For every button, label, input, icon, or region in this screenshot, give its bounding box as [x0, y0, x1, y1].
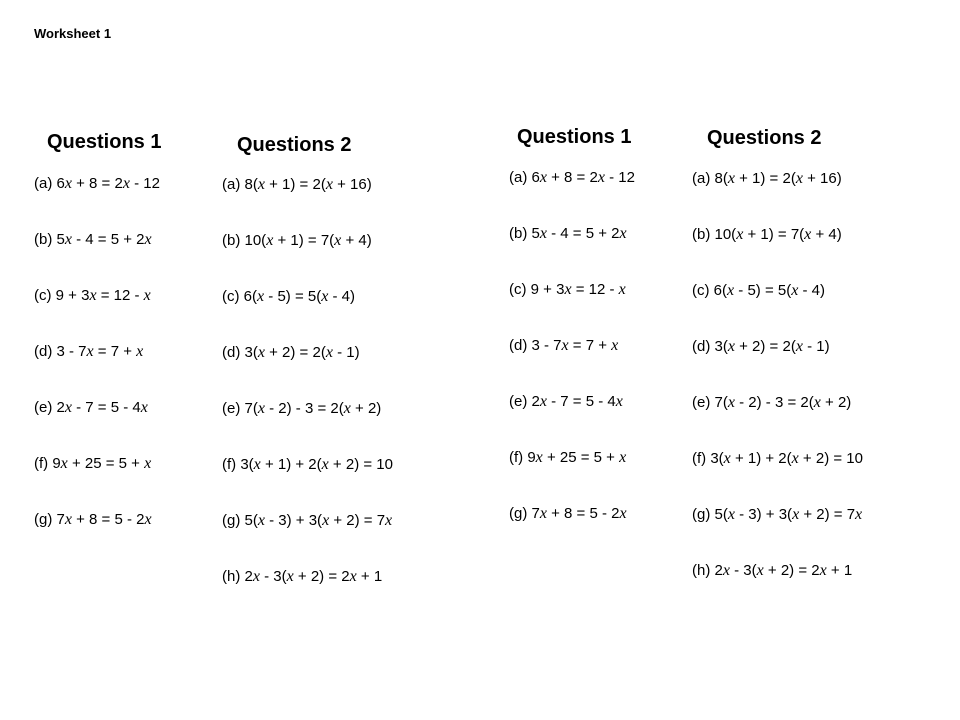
question-equation — [222, 512, 392, 530]
equation-text: + 8 = 2 — [71, 175, 123, 192]
variable-x: x — [539, 505, 547, 522]
equation-text: (e) 7( — [692, 394, 728, 411]
question-equation — [34, 287, 151, 305]
equation-text: (c) 6( — [222, 288, 257, 305]
variable-x: x — [727, 282, 735, 299]
equation-text: = 7 + — [568, 337, 612, 354]
equation-text: + 2) = 2( — [734, 338, 796, 355]
equation-text: = 12 - — [96, 287, 144, 304]
variable-x: x — [325, 344, 333, 361]
equation-text: + 25 = 5 + — [542, 449, 620, 466]
equation-text: (f) 3( — [692, 450, 724, 467]
equation-text: + 2) = 10 — [328, 456, 393, 473]
question-equation — [34, 343, 143, 361]
variable-x: x — [257, 344, 265, 361]
question-equation — [34, 399, 148, 417]
equation-text: (g) 7 — [34, 511, 65, 528]
equation-text: (e) 2 — [34, 399, 65, 416]
question-equation — [692, 338, 830, 356]
variable-x: x — [325, 176, 333, 193]
question-equation — [222, 176, 372, 194]
equation-text: (e) 2 — [509, 393, 540, 410]
equation-text: - 1) — [332, 344, 360, 361]
variable-x: x — [539, 393, 547, 410]
variable-x: x — [143, 287, 151, 304]
variable-x: x — [564, 281, 572, 298]
variable-x: x — [334, 232, 342, 249]
question-equation — [692, 506, 862, 524]
variable-x: x — [64, 175, 72, 192]
equation-text: + 2) — [350, 400, 382, 417]
equation-text: (g) 7 — [509, 505, 540, 522]
equation-text: + 2) = 10 — [798, 450, 863, 467]
variable-x: x — [64, 399, 72, 416]
equation-text: - 4 = 5 + 2 — [71, 231, 145, 248]
variable-x: x — [257, 176, 265, 193]
variable-x: x — [286, 568, 294, 585]
equation-text: - 3) + 3( — [264, 512, 323, 529]
equation-text: - 3) + 3( — [734, 506, 793, 523]
equation-text: + 1 — [356, 568, 383, 585]
question-equation — [509, 393, 623, 411]
equation-text: + 4) — [811, 226, 842, 243]
variable-x: x — [855, 506, 863, 523]
variable-x: x — [144, 511, 152, 528]
variable-x: x — [86, 343, 94, 360]
equation-text: (g) 5( — [692, 506, 728, 523]
equation-text: - 4) — [798, 282, 825, 299]
question-equation — [34, 455, 151, 473]
variable-x: x — [736, 226, 744, 243]
variable-x: x — [722, 562, 730, 579]
equation-text: + 1) = 2( — [264, 176, 326, 193]
variable-x: x — [535, 449, 543, 466]
equation-text: (d) 3 - 7 — [34, 343, 87, 360]
equation-text: + 1) = 2( — [734, 170, 796, 187]
variable-x: x — [791, 450, 799, 467]
variable-x: x — [795, 170, 803, 187]
variable-x: x — [385, 512, 393, 529]
variable-x: x — [349, 568, 357, 585]
equation-text: (h) 2 — [222, 568, 253, 585]
equation-text: (c) 6( — [692, 282, 727, 299]
question-equation — [34, 175, 160, 193]
question-equation — [34, 231, 152, 249]
question-equation — [222, 400, 381, 418]
variable-x: x — [89, 287, 97, 304]
equation-text: (b) 10( — [692, 226, 737, 243]
variable-x: x — [597, 169, 605, 186]
question-equation — [34, 511, 152, 529]
equation-text: + 2) = 7 — [799, 506, 856, 523]
variable-x: x — [321, 456, 329, 473]
variable-x: x — [321, 288, 329, 305]
variable-x: x — [619, 449, 627, 466]
worksheet-title: Worksheet 1 — [34, 26, 112, 41]
equation-text: + 16) — [332, 176, 372, 193]
equation-text: (d) 3( — [692, 338, 728, 355]
equation-text: - 3( — [259, 568, 287, 585]
equation-text: (h) 2 — [692, 562, 723, 579]
equation-text: + 1) = 7( — [273, 232, 335, 249]
equation-text: (d) 3( — [222, 344, 258, 361]
variable-x: x — [257, 400, 265, 417]
variable-x: x — [619, 505, 627, 522]
equation-text: + 25 = 5 + — [67, 455, 145, 472]
equation-text: = 7 + — [93, 343, 137, 360]
equation-text: + 1) + 2( — [260, 456, 322, 473]
equation-text: - 1) — [802, 338, 830, 355]
equation-text: + 2) = 2( — [264, 344, 326, 361]
equation-text: - 7 = 5 - 4 — [546, 393, 616, 410]
equation-text: + 1) = 7( — [743, 226, 805, 243]
equation-text: = 12 - — [571, 281, 619, 298]
equation-text: - 7 = 5 - 4 — [71, 399, 141, 416]
variable-x: x — [615, 393, 623, 410]
equation-text: (c) 9 + 3 — [509, 281, 565, 298]
question-equation — [692, 394, 851, 412]
equation-text: + 8 = 2 — [546, 169, 598, 186]
question-equation — [509, 281, 626, 299]
variable-x: x — [322, 512, 330, 529]
heading-questions-2-right: Questions 2 — [707, 127, 822, 149]
equation-text: (d) 3 - 7 — [509, 337, 562, 354]
variable-x: x — [723, 450, 731, 467]
equation-text: - 4 = 5 + 2 — [546, 225, 620, 242]
variable-x: x — [144, 455, 152, 472]
equation-text: (e) 7( — [222, 400, 258, 417]
variable-x: x — [64, 231, 72, 248]
variable-x: x — [64, 511, 72, 528]
question-equation — [222, 344, 360, 362]
equation-text: - 2) - 3 = 2( — [264, 400, 344, 417]
variable-x: x — [611, 337, 619, 354]
question-equation — [509, 169, 635, 187]
question-equation — [692, 562, 852, 580]
equation-text: + 2) = 7 — [329, 512, 386, 529]
equation-text: - 12 — [129, 175, 160, 192]
variable-x: x — [257, 512, 265, 529]
equation-text: - 5) = 5( — [734, 282, 792, 299]
variable-x: x — [795, 338, 803, 355]
equation-text: + 1 — [826, 562, 853, 579]
variable-x: x — [539, 169, 547, 186]
question-equation — [692, 450, 863, 468]
variable-x: x — [804, 226, 812, 243]
question-equation — [509, 337, 618, 355]
equation-text: - 2) - 3 = 2( — [734, 394, 814, 411]
variable-x: x — [60, 455, 68, 472]
variable-x: x — [792, 506, 800, 523]
variable-x: x — [539, 225, 547, 242]
variable-x: x — [727, 170, 735, 187]
question-equation — [692, 170, 842, 188]
equation-text: (a) 8( — [692, 170, 728, 187]
question-equation — [692, 282, 825, 300]
variable-x: x — [252, 568, 260, 585]
equation-text: - 12 — [604, 169, 635, 186]
equation-text: (b) 5 — [509, 225, 540, 242]
equation-text: + 2) — [820, 394, 852, 411]
variable-x: x — [813, 394, 821, 411]
equation-text: (b) 5 — [34, 231, 65, 248]
variable-x: x — [144, 231, 152, 248]
variable-x: x — [343, 400, 351, 417]
question-equation — [222, 456, 393, 474]
equation-text: + 8 = 5 - 2 — [546, 505, 620, 522]
equation-text: + 16) — [802, 170, 842, 187]
equation-text: + 8 = 5 - 2 — [71, 511, 145, 528]
equation-text: (f) 9 — [509, 449, 536, 466]
heading-questions-2-left: Questions 2 — [237, 134, 352, 156]
equation-text: - 4) — [328, 288, 355, 305]
equation-text: (g) 5( — [222, 512, 258, 529]
question-equation — [509, 505, 627, 523]
question-equation — [692, 226, 842, 244]
equation-text: (a) 8( — [222, 176, 258, 193]
variable-x: x — [253, 456, 261, 473]
equation-text: (b) 10( — [222, 232, 267, 249]
equation-text: + 4) — [341, 232, 372, 249]
question-equation — [222, 232, 372, 250]
variable-x: x — [727, 338, 735, 355]
question-equation — [222, 288, 355, 306]
variable-x: x — [791, 282, 799, 299]
equation-text: - 3( — [729, 562, 757, 579]
heading-questions-1-right: Questions 1 — [517, 126, 632, 148]
question-equation — [222, 568, 382, 586]
variable-x: x — [136, 343, 144, 360]
variable-x: x — [819, 562, 827, 579]
equation-text: + 1) + 2( — [730, 450, 792, 467]
equation-text: (c) 9 + 3 — [34, 287, 90, 304]
heading-questions-1-left: Questions 1 — [47, 131, 162, 153]
equation-text: (a) 6 — [509, 169, 540, 186]
equation-text: - 5) = 5( — [264, 288, 322, 305]
equation-text: (f) 3( — [222, 456, 254, 473]
variable-x: x — [257, 288, 265, 305]
question-equation — [509, 225, 627, 243]
equation-text: (a) 6 — [34, 175, 65, 192]
question-equation — [509, 449, 626, 467]
variable-x: x — [266, 232, 274, 249]
equation-text: (f) 9 — [34, 455, 61, 472]
variable-x: x — [618, 281, 626, 298]
variable-x: x — [140, 399, 148, 416]
equation-text: + 2) = 2 — [293, 568, 350, 585]
variable-x: x — [619, 225, 627, 242]
variable-x: x — [727, 394, 735, 411]
variable-x: x — [756, 562, 764, 579]
variable-x: x — [727, 506, 735, 523]
equation-text: + 2) = 2 — [763, 562, 820, 579]
variable-x: x — [561, 337, 569, 354]
variable-x: x — [122, 175, 130, 192]
